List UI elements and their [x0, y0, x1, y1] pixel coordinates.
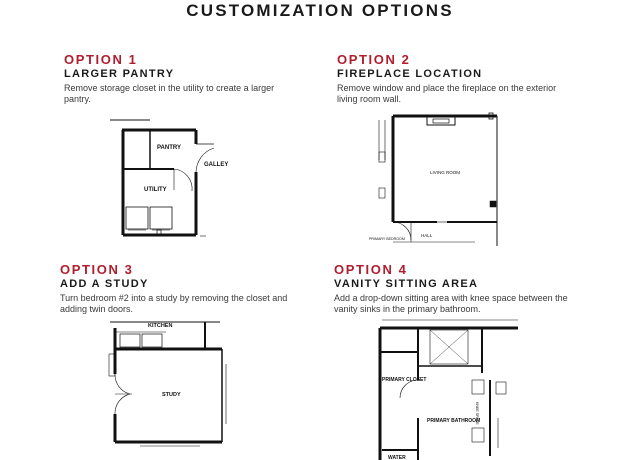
option-description: Remove storage closet in the utility to create a larger pantry.	[64, 83, 275, 104]
option-2	[337, 52, 577, 105]
floor-plan-add-a-study	[100, 314, 240, 460]
option-number: OPTION 3	[60, 262, 134, 277]
option-description: Turn bedroom #2 into a study by removing the closet and adding twin doors.	[60, 293, 288, 314]
option-number: OPTION 1	[64, 52, 138, 67]
label-primary-closet: PRIMARY CLOSET	[382, 377, 427, 383]
option-1	[64, 52, 284, 105]
label-kitchen: KITCHEN	[148, 323, 173, 329]
option-description: Add a drop-down sitting area with knee space between the vanity sinks in the primary bathroom.	[334, 293, 568, 314]
option-title: VANITY SITTING AREA	[334, 278, 479, 290]
floor-plan-larger-pantry	[100, 112, 229, 244]
label-galley: GALLEY	[204, 162, 229, 168]
option-title: FIREPLACE LOCATION	[337, 68, 483, 80]
option-number: OPTION 4	[334, 262, 408, 277]
label-pantry: PANTRY	[157, 145, 181, 151]
floor-plan-fireplace-location	[365, 110, 510, 250]
label-primary-bathroom: PRIMARY BATHROOM	[427, 418, 481, 424]
label-knee-space: KNEE SPACE	[475, 402, 479, 425]
label-primary-bedroom: PRIMARY BEDROOM	[369, 237, 405, 241]
label-utility: UTILITY	[144, 187, 167, 193]
option-3	[60, 262, 305, 315]
option-number: OPTION 2	[337, 52, 411, 67]
label-water: WATER	[388, 455, 406, 460]
label-study: STUDY	[162, 392, 181, 398]
label-living-room: LIVING ROOM	[430, 170, 461, 175]
floor-plan-vanity-sitting-area	[372, 318, 522, 460]
option-description: Remove window and place the fireplace on the exterior living room wall.	[337, 83, 557, 104]
option-title: LARGER PANTRY	[64, 68, 175, 80]
option-title: ADD A STUDY	[60, 278, 149, 290]
option-4	[334, 262, 584, 315]
label-hall: HALL	[421, 233, 433, 238]
page-title: CUSTOMIZATION OPTIONS	[186, 1, 454, 20]
